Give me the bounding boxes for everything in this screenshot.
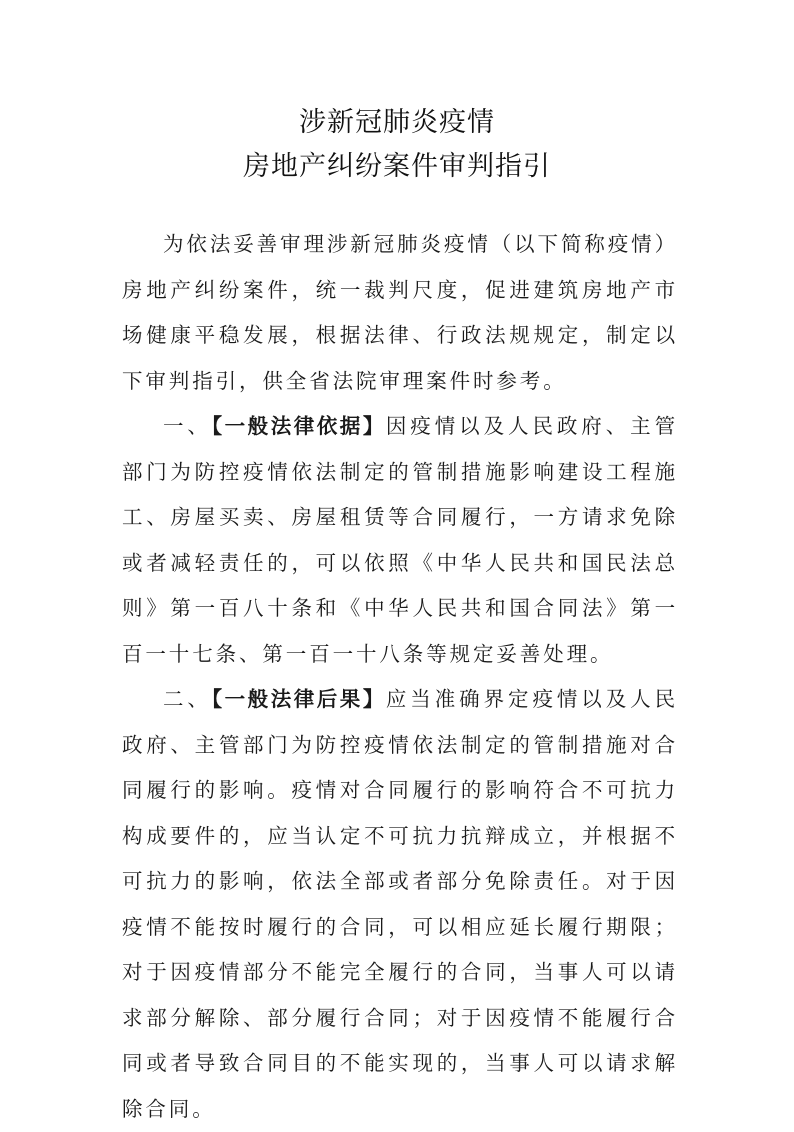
section-paragraph-1 (122, 404, 678, 677)
section-heading-1: 【一般法律依据】 (211, 414, 386, 438)
section-text-1: 因疫情以及人民政府、主管部门为防控疫情依法制定的管制措施影响建设工程施工、房屋买卖、房屋租赁等合同履行，一方请求免除或者减轻责任的，可以依照《中华人民共和国民法总则》第一百八十条和《中华人民共和国合同法》第一百一十七条、第一百一十八条等规定妥善处理。 (122, 414, 678, 666)
section-paragraph-2 (122, 677, 678, 1132)
section-number-2: 二、 (163, 687, 212, 711)
document-body (122, 222, 678, 1132)
section-number-1: 一、 (163, 414, 212, 438)
section-text-2: 应当准确界定疫情以及人民政府、主管部门为防控疫情依法制定的管制措施对合同履行的影响。疫情对合同履行的影响符合不可抗力构成要件的，应当认定不可抗力抗辩成立，并根据不可抗力的影响，依法全部或者部分免除责任。对于因疫情不能按时履行的合同，可以相应延长履行期限；对于因疫情部分不能完全履行的合同，当事人可以请求部分解除、部分履行合同；对于因疫情不能履行合同或者导致合同目的不能实现的，当事人可以请求解除合同。 (122, 687, 678, 1121)
intro-paragraph: 为依法妥善审理涉新冠肺炎疫情（以下简称疫情）房地产纠纷案件，统一裁判尺度，促进建筑房地产市场健康平稳发展，根据法律、行政法规规定，制定以下审判指引，供全省法院审理案件时参考。 (122, 232, 678, 393)
section-heading-2: 【一般法律后果】 (211, 687, 386, 711)
document-title-line-1: 涉新冠肺炎疫情 (299, 107, 495, 138)
document-title-line-2: 房地产纠纷案件审判指引 (243, 151, 551, 182)
